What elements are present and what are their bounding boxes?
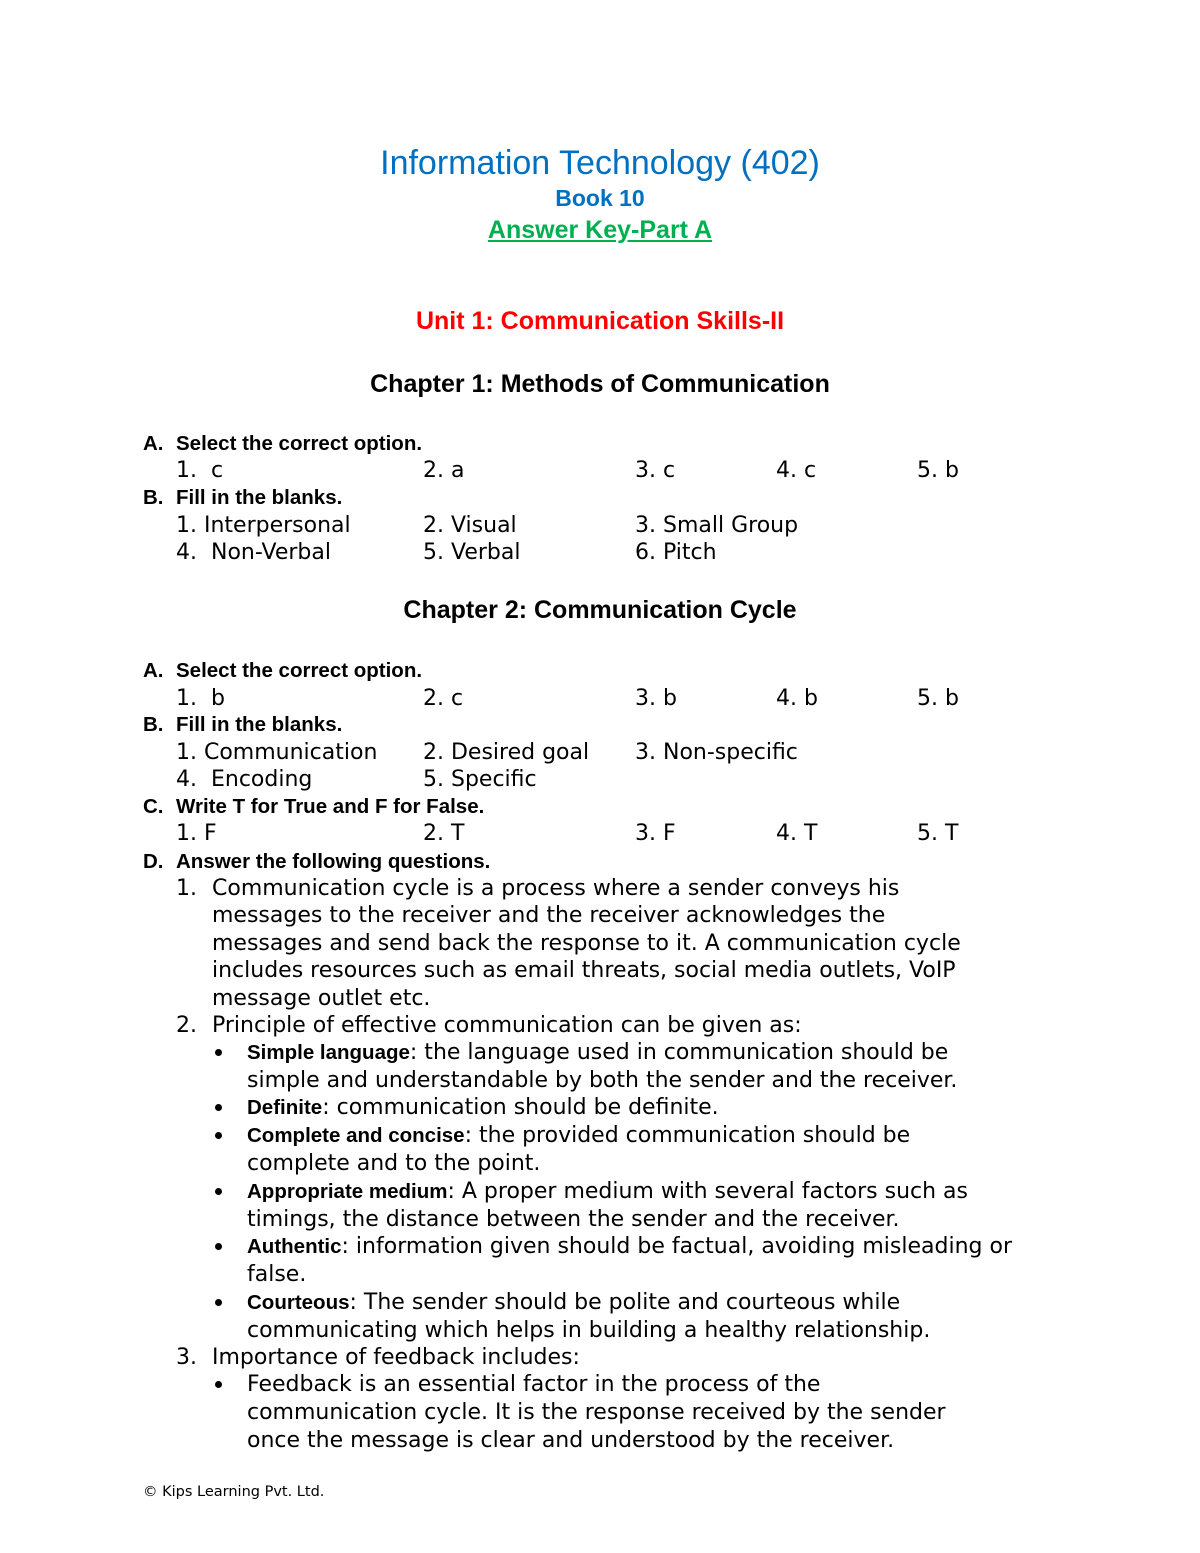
q3-intro: Importance of feedback includes:: [212, 1345, 580, 1370]
q2-bullet-appropriate-medium: Appropriate medium: A proper medium with several factors such as: [247, 1179, 968, 1204]
ch2-section-c-heading: Write T for True and F for False.: [176, 795, 485, 818]
bullet-icon: [215, 1381, 222, 1388]
chapter-2-title: Chapter 2: Communication Cycle: [403, 596, 797, 624]
bullet-icon: [215, 1132, 222, 1139]
ch2-b-answer-3: 3. Non-specific: [635, 740, 798, 765]
bullet-continuation: timings, the distance between the sender and the receiver.: [247, 1207, 900, 1232]
ch2-a-answer-3: 3. b: [635, 686, 677, 711]
ch1-b-answer-6: 6. Pitch: [635, 540, 717, 565]
ch1-b-answer-1: 1. Interpersonal: [176, 513, 351, 538]
ch2-b-answer-1: 1. Communication: [176, 740, 378, 765]
bullet-icon: [215, 1049, 222, 1056]
ch1-a-answer-1: 1. c: [176, 458, 224, 483]
ch2-b-answer-5: 5. Specific: [423, 767, 537, 792]
q3-bullet-line: communication cycle. It is the response received by the sender: [247, 1400, 946, 1425]
document-title: Information Technology (402): [380, 144, 820, 182]
bullet-continuation: false.: [247, 1262, 307, 1287]
ch2-a-answer-4: 4. b: [776, 686, 818, 711]
book-label: Book 10: [555, 185, 645, 211]
q3-bullet-line: Feedback is an essential factor in the process of the: [247, 1372, 821, 1397]
q2-bullet-authentic: Authentic: information given should be factual, avoiding misleading or: [247, 1234, 1012, 1259]
q1-line: messages and send back the response to it. A communication cycle: [212, 931, 961, 956]
bullet-term: Definite: [247, 1096, 323, 1119]
ch1-section-b-heading: Fill in the blanks.: [176, 486, 343, 509]
ch2-b-answer-4: 4. Encoding: [176, 767, 313, 792]
bullet-term: Authentic: [247, 1235, 342, 1258]
ch2-section-b-heading: Fill in the blanks.: [176, 713, 343, 736]
ch2-c-answer-1: 1. F: [176, 821, 217, 846]
bullet-icon: [215, 1104, 222, 1111]
question-3-number: 3.: [176, 1345, 197, 1370]
bullet-continuation: complete and to the point.: [247, 1151, 541, 1176]
ch1-b-answer-2: 2. Visual: [423, 513, 517, 538]
q2-bullet-courteous: Courteous: The sender should be polite and courteous while: [247, 1290, 901, 1315]
question-2-number: 2.: [176, 1013, 197, 1038]
bullet-term: Simple language: [247, 1041, 410, 1064]
ch2-b-answer-2: 2. Desired goal: [423, 740, 590, 765]
bullet-icon: [215, 1188, 222, 1195]
ch2-section-a-heading: Select the correct option.: [176, 659, 423, 682]
ch2-c-answer-3: 3. F: [635, 821, 676, 846]
ch2-section-d-heading: Answer the following questions.: [176, 850, 491, 873]
ch1-b-answer-4: 4. Non-Verbal: [176, 540, 331, 565]
question-1-number: 1.: [176, 876, 197, 901]
ch2-section-b-label: B.: [143, 713, 164, 736]
ch1-a-answer-5: 5. b: [917, 458, 959, 483]
bullet-term: Complete and concise: [247, 1124, 465, 1147]
ch2-c-answer-2: 2. T: [423, 821, 465, 846]
ch1-b-answer-5: 5. Verbal: [423, 540, 521, 565]
bullet-term: Courteous: [247, 1291, 350, 1314]
unit-title: Unit 1: Communication Skills-II: [415, 307, 785, 335]
bullet-continuation: simple and understandable by both the sender and the receiver.: [247, 1068, 958, 1093]
q2-intro: Principle of effective communication can be given as:: [212, 1013, 802, 1038]
ch2-a-answer-2: 2. c: [423, 686, 464, 711]
ch1-a-answer-2: 2. a: [423, 458, 465, 483]
q1-line: message outlet etc.: [212, 986, 431, 1011]
ch2-a-answer-1: 1. b: [176, 686, 225, 711]
ch2-section-a-label: A.: [143, 659, 164, 682]
ch2-c-answer-4: 4. T: [776, 821, 818, 846]
q2-bullet-definite: Definite: communication should be definite.: [247, 1095, 719, 1120]
ch1-b-answer-3: 3. Small Group: [635, 513, 799, 538]
ch1-section-b-label: B.: [143, 486, 164, 509]
ch2-section-c-label: C.: [143, 795, 164, 818]
q2-bullet-simple-language: Simple language: the language used in communication should be: [247, 1040, 949, 1065]
answer-key-title: Answer Key-Part A: [487, 216, 713, 244]
ch1-a-answer-3: 3. c: [635, 458, 676, 483]
ch2-a-answer-5: 5. b: [917, 686, 959, 711]
ch1-section-a-heading: Select the correct option.: [176, 432, 423, 455]
ch1-section-a-label: A.: [143, 432, 164, 455]
q1-line: includes resources such as email threats, social media outlets, VoIP: [212, 958, 956, 983]
ch2-c-answer-5: 5. T: [917, 821, 959, 846]
q1-line: messages to the receiver and the receiver acknowledges the: [212, 903, 886, 928]
copyright-footer: © Kips Learning Pvt. Ltd.: [143, 1484, 325, 1500]
bullet-icon: [215, 1243, 222, 1250]
q3-bullet-line: once the message is clear and understood by the receiver.: [247, 1428, 895, 1453]
q1-line: Communication cycle is a process where a sender conveys his: [212, 876, 900, 901]
bullet-term: Appropriate medium: [247, 1180, 448, 1203]
q2-bullet-complete-concise: Complete and concise: the provided communication should be: [247, 1123, 911, 1148]
chapter-1-title: Chapter 1: Methods of Communication: [370, 370, 830, 398]
ch2-section-d-label: D.: [143, 850, 164, 873]
ch1-a-answer-4: 4. c: [776, 458, 817, 483]
bullet-icon: [215, 1299, 222, 1306]
bullet-continuation: communicating which helps in building a healthy relationship.: [247, 1318, 931, 1343]
